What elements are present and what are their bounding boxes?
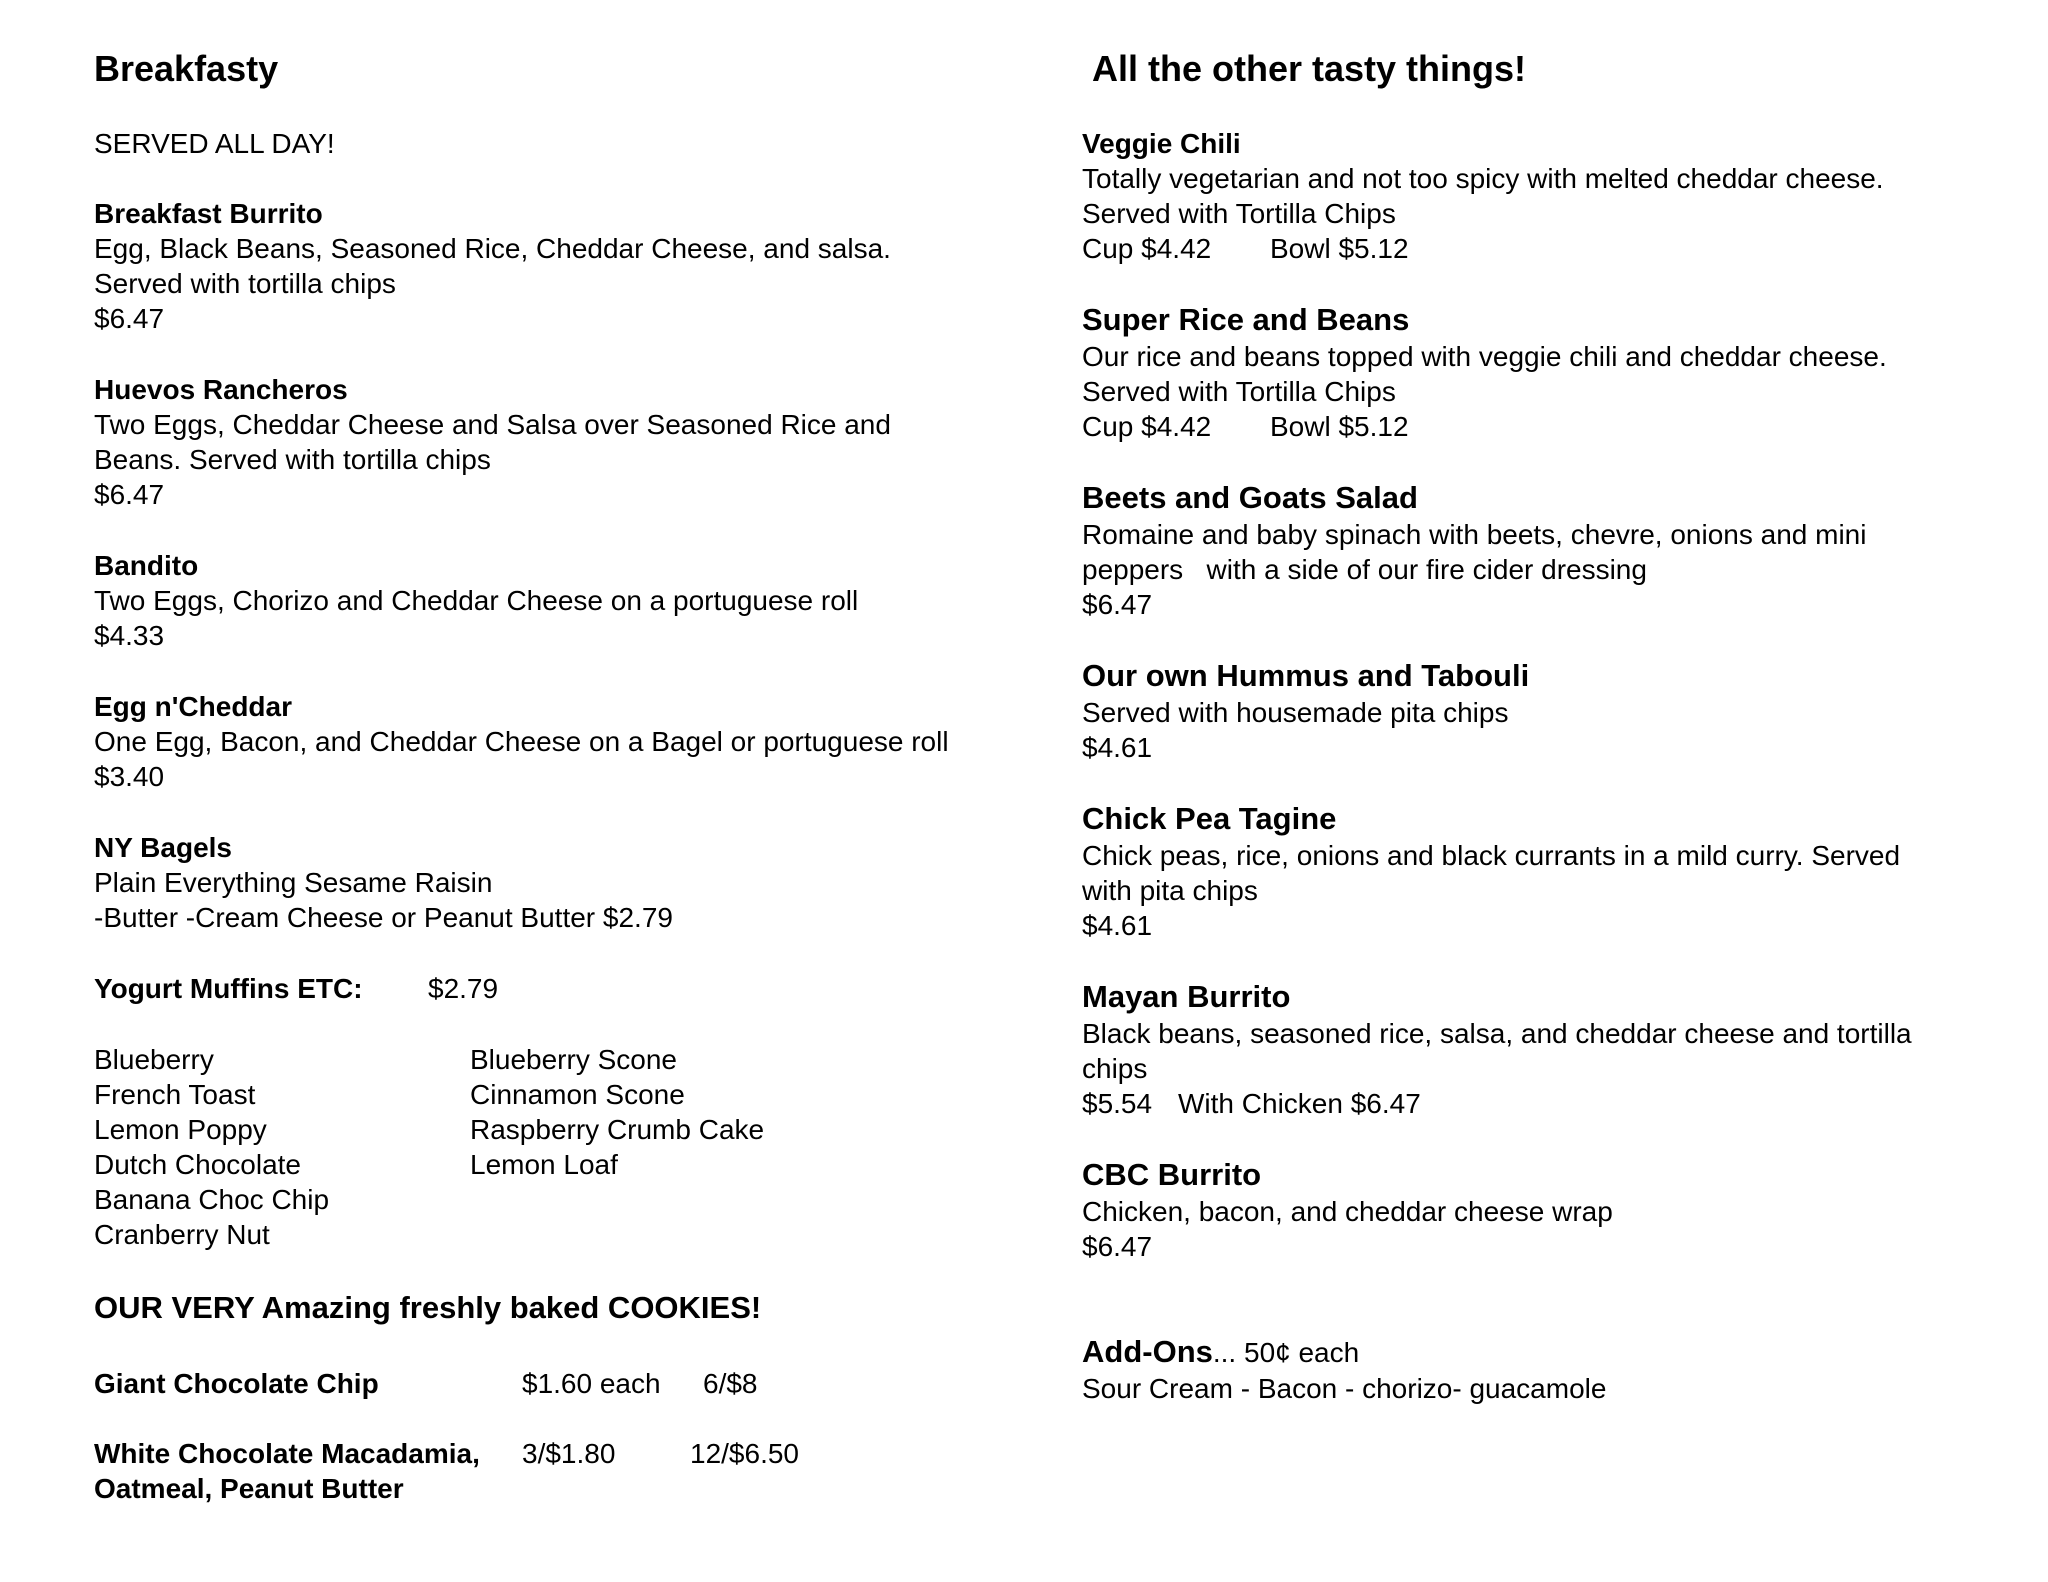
menu-item-desc: Totally vegetarian and not too spicy with melted cheddar cheese.: [1082, 163, 1884, 194]
muffin-flavor: Cinnamon Scone: [470, 1079, 685, 1110]
price-base: $5.54: [1082, 1088, 1153, 1119]
cookie-name: Giant Chocolate Chip: [94, 1368, 379, 1399]
bagels-varieties: Plain Everything Sesame Raisin: [94, 867, 493, 898]
menu-item-name: Super Rice and Beans: [1082, 302, 1410, 337]
bagels-name: NY Bagels: [94, 832, 232, 863]
menu-item-price: [1082, 409, 1409, 444]
menu-item-desc: Egg, Black Beans, Seasoned Rice, Cheddar Cheese, and salsa.: [94, 233, 891, 264]
menu-item-desc: Chick peas, rice, onions and black currants in a mild curry. Served: [1082, 840, 1901, 871]
price-bowl: Bowl $5.12: [1270, 233, 1409, 264]
menu-item-name: CBC Burrito: [1082, 1157, 1262, 1192]
menu-item-price: $4.61: [1082, 732, 1153, 763]
menu-item-desc: Served with housemade pita chips: [1082, 697, 1509, 728]
cookie-price: 6/$8: [703, 1368, 758, 1399]
menu-item-desc: Chicken, bacon, and cheddar cheese wrap: [1082, 1196, 1613, 1227]
cookie-price: $1.60 each: [522, 1368, 661, 1399]
cookie-price: 3/$1.80: [522, 1438, 616, 1469]
menu-item-desc: chips: [1082, 1053, 1148, 1084]
menu-item-price: $6.47: [1082, 1231, 1153, 1262]
cookie-name: White Chocolate Macadamia,: [94, 1438, 480, 1469]
menu-item-name: Chick Pea Tagine: [1082, 801, 1337, 836]
muffins-price: $2.79: [428, 973, 499, 1004]
addons-list: Sour Cream - Bacon - chorizo- guacamole: [1082, 1373, 1607, 1404]
menu-item-price: $6.47: [1082, 589, 1153, 620]
muffin-flavor: Banana Choc Chip: [94, 1184, 330, 1215]
other-items-title: All the other tasty things!: [1092, 48, 1527, 89]
menu-item-name: Bandito: [94, 550, 199, 581]
menu-item-desc: Served with Tortilla Chips: [1082, 198, 1396, 229]
menu-item-price: [1082, 1086, 1421, 1121]
menu-item-name: Huevos Rancheros: [94, 374, 348, 405]
muffin-flavor: Cranberry Nut: [94, 1219, 270, 1250]
muffin-flavor: Dutch Chocolate: [94, 1149, 302, 1180]
addons-price: ... 50¢ each: [1212, 1337, 1360, 1368]
menu-item-name: Veggie Chili: [1082, 128, 1241, 159]
menu-item-name: Our own Hummus and Tabouli: [1082, 658, 1530, 693]
menu-item-desc: Two Eggs, Cheddar Cheese and Salsa over Seasoned Rice and: [94, 409, 891, 440]
menu-item-price: $6.47: [94, 479, 165, 510]
menu-item-desc: peppers with a side of our fire cider dressing: [1082, 554, 1647, 585]
breakfast-title: Breakfasty: [94, 48, 279, 89]
menu-item-desc: Our rice and beans topped with veggie chili and cheddar cheese.: [1082, 341, 1887, 372]
muffin-flavor: French Toast: [94, 1079, 256, 1110]
menu-item-price: $4.61: [1082, 910, 1153, 941]
cookie-price: 12/$6.50: [690, 1438, 799, 1469]
addons-label: Add-Ons: [1082, 1334, 1213, 1369]
muffin-flavor: Lemon Loaf: [470, 1149, 618, 1180]
menu-item-desc: with pita chips: [1082, 875, 1258, 906]
menu-item-desc: Served with tortilla chips: [94, 268, 396, 299]
menu-item-price: [1082, 231, 1409, 266]
menu-item-price: $4.33: [94, 620, 165, 651]
addons-header: [1082, 1334, 1359, 1370]
bagels-toppings: -Butter -Cream Cheese or Peanut Butter $2.79: [94, 902, 673, 933]
menu-item-name: Breakfast Burrito: [94, 198, 323, 229]
price-cup: Cup $4.42: [1082, 233, 1212, 264]
price-cup: Cup $4.42: [1082, 411, 1212, 442]
muffin-flavor: Blueberry: [94, 1044, 214, 1075]
menu-item-name: Mayan Burrito: [1082, 979, 1291, 1014]
menu-item-name: Egg n'Cheddar: [94, 691, 292, 722]
menu-item-desc: Served with Tortilla Chips: [1082, 376, 1396, 407]
price-with-chicken: With Chicken $6.47: [1178, 1088, 1421, 1119]
muffin-flavor: Lemon Poppy: [94, 1114, 267, 1145]
menu-item-desc: Black beans, seasoned rice, salsa, and cheddar cheese and tortilla: [1082, 1018, 1912, 1049]
cookies-heading: OUR VERY Amazing freshly baked COOKIES!: [94, 1290, 762, 1325]
muffin-flavor: Blueberry Scone: [470, 1044, 678, 1075]
cookie-row-others: [94, 1436, 799, 1471]
muffins-header: [94, 971, 498, 1006]
menu-item-desc: One Egg, Bacon, and Cheddar Cheese on a Bagel or portuguese roll: [94, 726, 949, 757]
cookie-row-giant: [94, 1366, 758, 1401]
served-note: SERVED ALL DAY!: [94, 128, 335, 159]
cookie-name: Oatmeal, Peanut Butter: [94, 1473, 404, 1504]
price-bowl: Bowl $5.12: [1270, 411, 1409, 442]
menu-item-name: Beets and Goats Salad: [1082, 480, 1418, 515]
menu-item-price: $6.47: [94, 303, 165, 334]
muffins-label: Yogurt Muffins ETC:: [94, 973, 363, 1004]
menu-item-desc: Romaine and baby spinach with beets, chevre, onions and mini: [1082, 519, 1867, 550]
menu-item-desc: Two Eggs, Chorizo and Cheddar Cheese on a portuguese roll: [94, 585, 859, 616]
muffin-flavor: Raspberry Crumb Cake: [470, 1114, 765, 1145]
menu-item-desc: Beans. Served with tortilla chips: [94, 444, 491, 475]
menu-item-price: $3.40: [94, 761, 165, 792]
